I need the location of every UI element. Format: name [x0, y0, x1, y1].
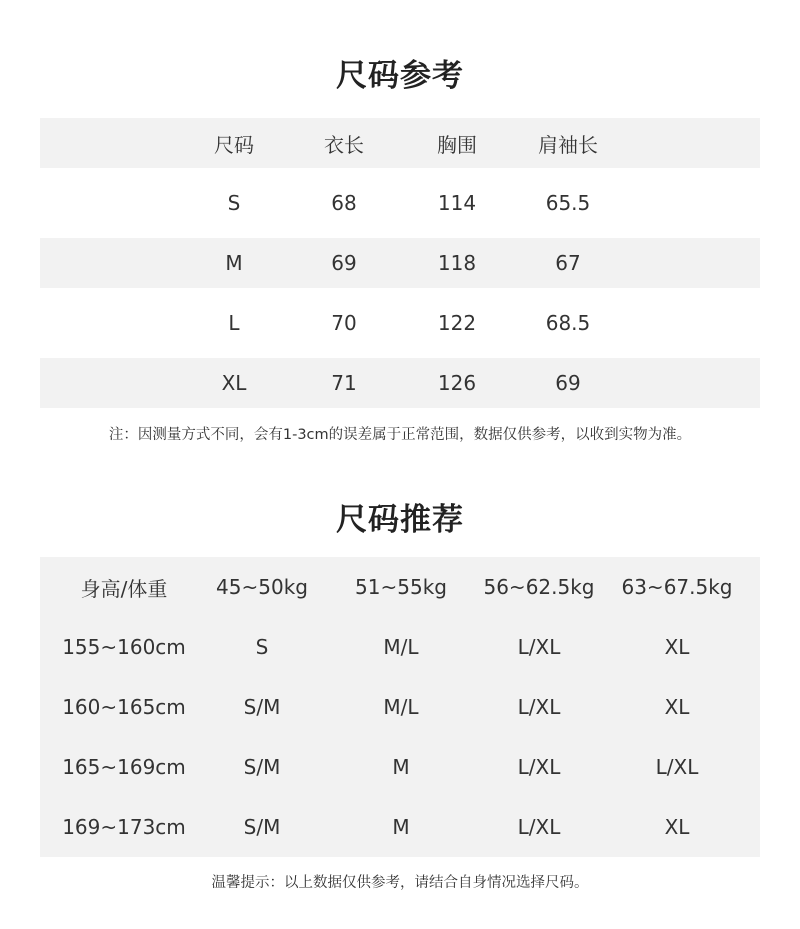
header-cell-length: 衣长: [324, 132, 364, 157]
table-cell: XL: [664, 635, 690, 659]
table-cell: XL: [664, 815, 690, 839]
table-row: [40, 797, 760, 857]
table-cell: 70: [331, 311, 357, 335]
table-row: [40, 168, 760, 238]
table-row: [40, 737, 760, 797]
table-cell: 165~169cm: [62, 755, 186, 779]
table-cell: XL: [664, 695, 690, 719]
table-cell: 69: [331, 251, 357, 275]
table-cell: L/XL: [517, 815, 561, 839]
table-cell: S/M: [243, 755, 281, 779]
table-cell: 71: [331, 371, 357, 395]
size-reference-table: [40, 118, 760, 408]
table-cell: XL: [221, 371, 247, 395]
table-cell: S/M: [243, 815, 281, 839]
table-cell: 118: [437, 251, 477, 275]
table-cell: 169~173cm: [62, 815, 186, 839]
table-cell: M/L: [383, 695, 419, 719]
header-cell-weight-range: 63~67.5kg: [621, 575, 733, 599]
header-cell-weight-range: 56~62.5kg: [483, 575, 595, 599]
table-header-row: [40, 557, 760, 617]
header-cell-weight-range: 51~55kg: [355, 575, 447, 599]
table-cell: M: [392, 815, 410, 839]
table-cell: L/XL: [517, 635, 561, 659]
table-cell: L/XL: [655, 755, 699, 779]
table-cell: 114: [437, 191, 477, 215]
table-cell: 68.5: [545, 311, 591, 335]
table-row: [40, 288, 760, 358]
table-cell: S: [255, 635, 269, 659]
measurement-note: 注：因测量方式不同，会有1-3cm的误差属于正常范围，数据仅供参考，以收到实物为准。: [108, 427, 692, 443]
size-reference-title: 尺码参考: [336, 58, 464, 94]
size-recommendation-table: [40, 557, 760, 857]
table-cell: 122: [437, 311, 477, 335]
table-cell: 126: [437, 371, 477, 395]
table-cell: M/L: [383, 635, 419, 659]
header-cell-size: 尺码: [214, 132, 254, 157]
table-cell: 67: [555, 251, 581, 275]
table-cell: M: [392, 755, 410, 779]
table-cell: 155~160cm: [62, 635, 186, 659]
table-row: [40, 617, 760, 677]
table-header-row: [40, 118, 760, 168]
size-recommendation-title: 尺码推荐: [336, 502, 464, 538]
table-cell: L: [228, 311, 240, 335]
table-row: [40, 238, 760, 288]
header-cell-chest: 胸围: [437, 132, 477, 157]
table-row: [40, 358, 760, 408]
table-cell: 69: [555, 371, 581, 395]
table-cell: 65.5: [545, 191, 591, 215]
table-cell: 160~165cm: [62, 695, 186, 719]
table-cell: S/M: [243, 695, 281, 719]
warm-tip-note: 温馨提示：以上数据仅供参考，请结合自身情况选择尺码。: [211, 875, 589, 891]
table-cell: 68: [331, 191, 357, 215]
table-row: [40, 677, 760, 737]
table-cell: L/XL: [517, 755, 561, 779]
table-cell: S: [227, 191, 241, 215]
header-cell-height-weight: 身高/体重: [80, 576, 168, 601]
header-cell-shoulder-sleeve: 肩袖长: [538, 132, 598, 157]
header-cell-weight-range: 45~50kg: [216, 575, 308, 599]
table-cell: M: [225, 251, 243, 275]
table-cell: L/XL: [517, 695, 561, 719]
